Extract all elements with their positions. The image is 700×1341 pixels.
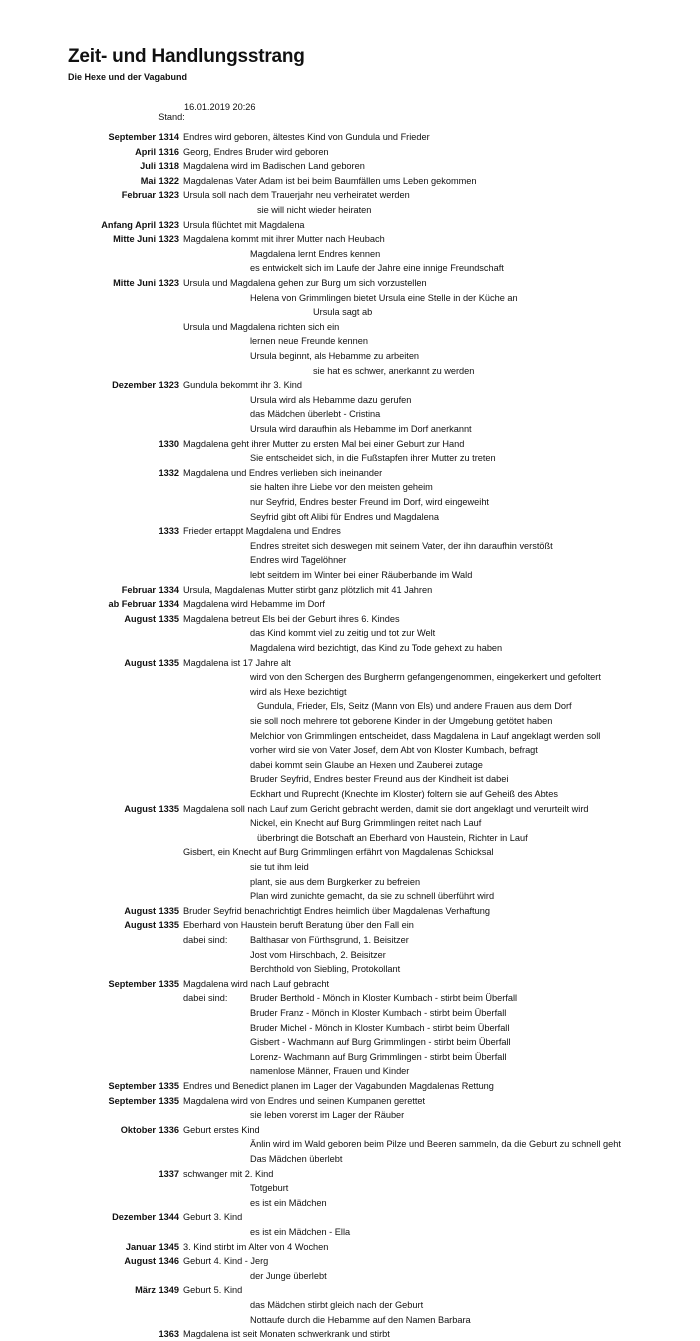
timeline-row (0, 875, 700, 889)
timeline-date: August 1335 (124, 613, 179, 624)
timeline-row (0, 1298, 700, 1312)
timeline-date: 1337 (158, 1168, 179, 1179)
timeline-row (0, 1094, 700, 1108)
timeline-text: Gundula bekommt ihr 3. Kind (183, 380, 302, 391)
timeline-row (0, 597, 700, 611)
timeline-row (0, 860, 700, 874)
timeline-row (0, 1327, 700, 1341)
timeline-date: August 1335 (124, 657, 179, 668)
timeline-row (0, 845, 700, 859)
timeline-text: Bruder Franz - Mönch in Kloster Kumbach - stirbt beim Überfall (250, 1008, 507, 1018)
timeline-row (0, 626, 700, 640)
timeline-text: Ursula und Magdalena gehen zur Burg um sich vorzustellen (183, 278, 427, 288)
timeline-row (0, 656, 700, 670)
timeline-text: Lorenz- Wachmann auf Burg Grimmlingen - stirbt beim Überfall (250, 1051, 507, 1062)
timeline-row (0, 364, 700, 378)
timeline-row (0, 305, 700, 319)
timeline-text: Geburt 3. Kind (183, 1212, 243, 1223)
timeline-row (0, 962, 700, 976)
timeline-text: es ist ein Mädchen - Ella (250, 1227, 351, 1237)
timeline-text: sie tut ihm leid (250, 862, 309, 872)
timeline-text: wird von den Schergen des Burgherrn gefangengenommen, eingekerkert und gefoltert (250, 672, 601, 683)
timeline-text: sie will nicht wieder heiraten (257, 205, 372, 215)
timeline-text: Endres wird Tagelöhner (250, 555, 347, 566)
timeline-row (0, 1079, 700, 1093)
timeline-text: dabei kommt sein Glaube an Hexen und Zauberei zutage (250, 759, 483, 770)
timeline-date: 1333 (158, 526, 179, 537)
timeline-text: Endres streitet sich deswegen mit seinem Vater, der ihn daraufhin verstößt (250, 540, 553, 551)
document-title: Zeit- und Handlungsstrang (68, 46, 305, 67)
timeline-text: lernen neue Freunde kennen (250, 336, 368, 347)
timeline-row (0, 1035, 700, 1049)
timeline-date: Januar 1345 (125, 1241, 179, 1252)
timeline-row (0, 1108, 700, 1122)
timeline-text: wird als Hexe bezichtigt (250, 686, 347, 697)
timeline-text: Bruder Seyfrid, Endres bester Freund aus der Kindheit ist dabei (250, 774, 509, 785)
timeline-text: der Junge überlebt (250, 1270, 327, 1281)
timeline-text: Nickel, ein Knecht auf Burg Grimmlingen reitet nach Lauf (250, 818, 482, 829)
timeline-row (0, 1196, 700, 1210)
timeline-date: 1332 (158, 467, 179, 478)
timeline-text: dabei sind: (183, 993, 228, 1004)
timeline-row (0, 291, 700, 305)
timeline-inline-text: Bruder Berthold - Mönch in Kloster Kumbach - stirbt beim Überfall (250, 993, 518, 1004)
timeline-text: Gisbert, ein Knecht auf Burg Grimmlingen erfährt von Magdalenas Schicksal (183, 847, 494, 858)
timeline-text: Georg, Endres Bruder wird geboren (183, 146, 329, 157)
timeline-row (0, 948, 700, 962)
timeline-row (0, 524, 700, 538)
timeline-row (0, 247, 700, 261)
timeline-row (0, 407, 700, 421)
timeline-row (0, 174, 700, 188)
timeline-text: Magdalena wird nach Lauf gebracht (183, 978, 330, 989)
timeline-text: Geburt erstes Kind (183, 1124, 260, 1135)
timeline-row (0, 714, 700, 728)
timeline-text: namenlose Männer, Frauen und Kinder (250, 1066, 410, 1077)
timeline-text: Melchior von Grimmlingen entscheidet, dass Magdalena in Lauf angeklagt werden soll (250, 730, 601, 741)
timeline-row (0, 918, 700, 932)
timeline-row (0, 203, 700, 217)
timeline-date: August 1346 (124, 1256, 179, 1267)
timeline-date: Mai 1322 (140, 175, 179, 186)
timeline-text: Ursula flüchtet mit Magdalena (183, 219, 305, 230)
timeline-row (0, 977, 700, 991)
timeline-row (0, 802, 700, 816)
timeline-text: Magdalena wird Hebamme im Dorf (183, 599, 325, 610)
timeline-text: Ursula soll nach dem Trauerjahr neu verheiratet werden (183, 190, 410, 201)
timeline-row (0, 480, 700, 494)
timeline-row (0, 933, 700, 947)
timeline-row (0, 276, 700, 290)
timeline-text: Endres und Benedict planen im Lager der Vagabunden Magdalenas Rettung (183, 1081, 494, 1091)
timeline-date: September 1335 (108, 1081, 179, 1091)
timeline-row (0, 145, 700, 159)
timeline-text: sie hat es schwer, anerkannt zu werden (313, 365, 475, 376)
timeline-row (0, 188, 700, 202)
timeline-row (0, 816, 700, 830)
timeline-date: Mitte Juni 1323 (113, 234, 179, 245)
timeline-text: sie leben vorerst im Lager der Räuber (250, 1110, 405, 1121)
timeline-text: Geburt 5. Kind (183, 1285, 243, 1296)
timeline-text: Gundula, Frieder, Els, Seitz (Mann von Els) und andere Frauen aus dem Dorf (257, 701, 572, 712)
timeline-row (0, 1210, 700, 1224)
timeline-row (0, 904, 700, 918)
timeline-row (0, 539, 700, 553)
timeline-row (0, 1152, 700, 1166)
timeline-row (0, 1269, 700, 1283)
timeline-date: ab Februar 1334 (108, 599, 179, 610)
timeline-text: Magdalenas Vater Adam ist bei beim Baumfällen ums Leben gekommen (183, 175, 477, 186)
timeline-date: Oktober 1336 (120, 1124, 179, 1135)
timeline-row (0, 466, 700, 480)
timeline-text: Ursula, Magdalenas Mutter stirbt ganz plötzlich mit 41 Jahren (183, 584, 433, 595)
timeline-text: Geburt 4. Kind - Jerg (183, 1256, 269, 1267)
timeline-text: Magdalena soll nach Lauf zum Gericht gebracht werden, damit sie dort angeklagt und verurteilt wird (183, 803, 589, 814)
timeline-text: Bruder Michel - Mönch in Kloster Kumbach - stirbt beim Überfall (250, 1022, 510, 1033)
timeline-row (0, 685, 700, 699)
timeline-row (0, 1167, 700, 1181)
timeline-text: Nottaufe durch die Hebamme auf den Namen Barbara (250, 1314, 471, 1325)
timeline-row (0, 1064, 700, 1078)
timeline-text: Eckhart und Ruprecht (Knechte im Kloster) foltern sie auf Geheiß des Abtes (250, 789, 558, 799)
timeline-text: Gisbert - Wachmann auf Burg Grimmlingen - stirbt beim Überfall (250, 1037, 511, 1048)
timeline-text: plant, sie aus dem Burgkerker zu befreien (250, 876, 421, 887)
timeline-text: Magdalena ist seit Monaten schwerkrank und stirbt (183, 1329, 390, 1340)
timeline-date: Anfang April 1323 (101, 219, 179, 230)
timeline-row (0, 1123, 700, 1137)
timeline-date: August 1335 (124, 905, 179, 916)
timeline-text: Änlin wird im Wald geboren beim Pilze und Beeren sammeln, da die Geburt zu schnell geht (250, 1139, 621, 1150)
timeline-text: nur Seyfrid, Endres bester Freund im Dorf, wird eingeweiht (250, 497, 489, 507)
timeline-date: 1363 (158, 1329, 179, 1340)
timeline-text: es ist ein Mädchen (250, 1197, 327, 1208)
timeline-text: Ursula sagt ab (313, 307, 373, 318)
timeline-row (0, 1006, 700, 1020)
timeline-row (0, 729, 700, 743)
timeline-row (0, 232, 700, 246)
timeline-date: April 1316 (135, 146, 179, 157)
timeline-date: Februar 1334 (121, 584, 179, 595)
timeline-row (0, 583, 700, 597)
timeline-text: sie halten ihre Liebe vor den meisten geheim (250, 482, 433, 493)
timeline-text: Frieder ertappt Magdalena und Endres (183, 526, 341, 537)
timeline-row (0, 1021, 700, 1035)
timeline-text: überbringt die Botschaft an Eberhard von Haustein, Richter in Lauf (257, 832, 528, 843)
timeline-text: Magdalena kommt mit ihrer Mutter nach Heubach (183, 234, 385, 245)
timeline-row (0, 1283, 700, 1297)
timeline-date: Dezember 1323 (112, 380, 179, 391)
timeline-row (0, 159, 700, 173)
timeline-text: Endres wird geboren, ältestes Kind von Gundula und Frieder (183, 132, 430, 142)
timeline-row (0, 422, 700, 436)
timeline-text: Ursula wird daraufhin als Hebamme im Dorf anerkannt (250, 424, 472, 434)
timeline-row (0, 991, 700, 1005)
timeline-row (0, 1225, 700, 1239)
timeline-text: es entwickelt sich im Laufe der Jahre eine innige Freundschaft (250, 263, 504, 274)
timeline-date: März 1349 (135, 1285, 179, 1296)
timeline-date: 1330 (158, 438, 179, 449)
stand-value: 16.01.2019 20:26 (184, 102, 256, 112)
timeline-row (0, 320, 700, 334)
timeline-text: Eberhard von Haustein beruft Beratung über den Fall ein (183, 920, 414, 931)
timeline-text: das Mädchen überlebt - Cristina (250, 409, 381, 420)
timeline-date: Mitte Juni 1323 (113, 278, 179, 288)
timeline-row (0, 1254, 700, 1268)
timeline-text: Berchthold von Siebling, Protokollant (250, 964, 401, 975)
timeline-text: Magdalena wird bezichtigt, das Kind zu Tode gehext zu haben (250, 643, 503, 653)
timeline-text: lebt seitdem im Winter bei einer Räuberbande im Wald (250, 570, 473, 580)
timeline-row (0, 393, 700, 407)
timeline-text: Bruder Seyfrid benachrichtigt Endres heimlich über Magdalenas Verhaftung (183, 905, 490, 916)
timeline-date: September 1314 (108, 132, 179, 142)
timeline-row (0, 889, 700, 903)
timeline-text: das Mädchen stirbt gleich nach der Geburt (250, 1300, 424, 1310)
timeline-row (0, 772, 700, 786)
timeline-row (0, 699, 700, 713)
timeline-text: Magdalena wird im Badischen Land geboren (183, 161, 365, 172)
timeline-text: dabei sind: (183, 935, 228, 945)
timeline-row (0, 1137, 700, 1151)
timeline-text: sie soll noch mehrere tot geborene Kinder in der Umgebung getötet haben (250, 716, 553, 726)
timeline-text: Magdalena betreut Els bei der Geburt ihres 6. Kindes (183, 613, 400, 624)
timeline-text: Seyfrid gibt oft Alibi für Endres und Magdalena (250, 511, 439, 522)
timeline-text: Das Mädchen überlebt (250, 1154, 343, 1164)
timeline-text: Magdalena und Endres verlieben sich ineinander (183, 467, 383, 478)
stand-label: Stand: (158, 112, 185, 122)
timeline-text: Magdalena geht ihrer Mutter zu ersten Mal bei einer Geburt zur Hand (183, 438, 465, 449)
timeline-row (0, 218, 700, 232)
timeline-row (0, 130, 700, 144)
timeline-text: Totgeburt (250, 1183, 289, 1194)
timeline-row (0, 1181, 700, 1195)
timeline-date: September 1335 (108, 978, 179, 989)
timeline-row (0, 510, 700, 524)
timeline-text: Ursula wird als Hebamme dazu gerufen (250, 394, 412, 405)
timeline-row (0, 758, 700, 772)
timeline-text: Magdalena ist 17 Jahre alt (183, 657, 291, 668)
timeline-row (0, 451, 700, 465)
timeline-row (0, 670, 700, 684)
timeline-row (0, 261, 700, 275)
timeline-row (0, 1050, 700, 1064)
timeline-text: das Kind kommt viel zu zeitig und tot zur Welt (250, 628, 436, 639)
timeline-row (0, 334, 700, 348)
timeline-text: 3. Kind stirbt im Alter von 4 Wochen (183, 1241, 329, 1252)
timeline-row (0, 437, 700, 451)
timeline-text: vorher wird sie von Vater Josef, dem Abt von Kloster Kumbach, befragt (250, 745, 538, 756)
timeline-row (0, 612, 700, 626)
timeline-row (0, 495, 700, 509)
timeline-date: Februar 1323 (121, 190, 179, 201)
timeline-text: Plan wird zunichte gemacht, da sie zu schnell überführt wird (250, 891, 495, 902)
timeline-row (0, 349, 700, 363)
timeline-date: August 1335 (124, 920, 179, 931)
timeline-text: Ursula und Magdalena richten sich ein (183, 321, 340, 332)
timeline-text: Helena von Grimmlingen bietet Ursula eine Stelle in der Küche an (250, 292, 518, 303)
timeline-row (0, 1240, 700, 1254)
timeline-text: schwanger mit 2. Kind (183, 1168, 274, 1179)
timeline-row (0, 831, 700, 845)
document-subtitle: Die Hexe und der Vagabund (68, 72, 188, 82)
timeline-row (0, 378, 700, 392)
timeline-row (0, 787, 700, 801)
timeline-row (0, 1313, 700, 1327)
timeline-date: Juli 1318 (140, 161, 179, 172)
timeline-row (0, 743, 700, 757)
timeline-inline-text: Balthasar von Fürthsgrund, 1. Beisitzer (250, 935, 409, 945)
timeline-text: Sie entscheidet sich, in die Fußstapfen ihrer Mutter zu treten (250, 453, 496, 464)
timeline-text: Magdalena wird von Endres und seinen Kumpanen gerettet (183, 1095, 426, 1106)
timeline-row (0, 641, 700, 655)
timeline-date: September 1335 (108, 1095, 179, 1106)
timeline-text: Magdalena lernt Endres kennen (250, 248, 381, 259)
timeline-date: August 1335 (124, 803, 179, 814)
timeline-row (0, 568, 700, 582)
timeline-text: Jost vom Hirschbach, 2. Beisitzer (250, 949, 386, 960)
timeline-date: Dezember 1344 (112, 1212, 179, 1223)
timeline-row (0, 553, 700, 567)
timeline-text: Ursula beginnt, als Hebamme zu arbeiten (250, 351, 420, 361)
